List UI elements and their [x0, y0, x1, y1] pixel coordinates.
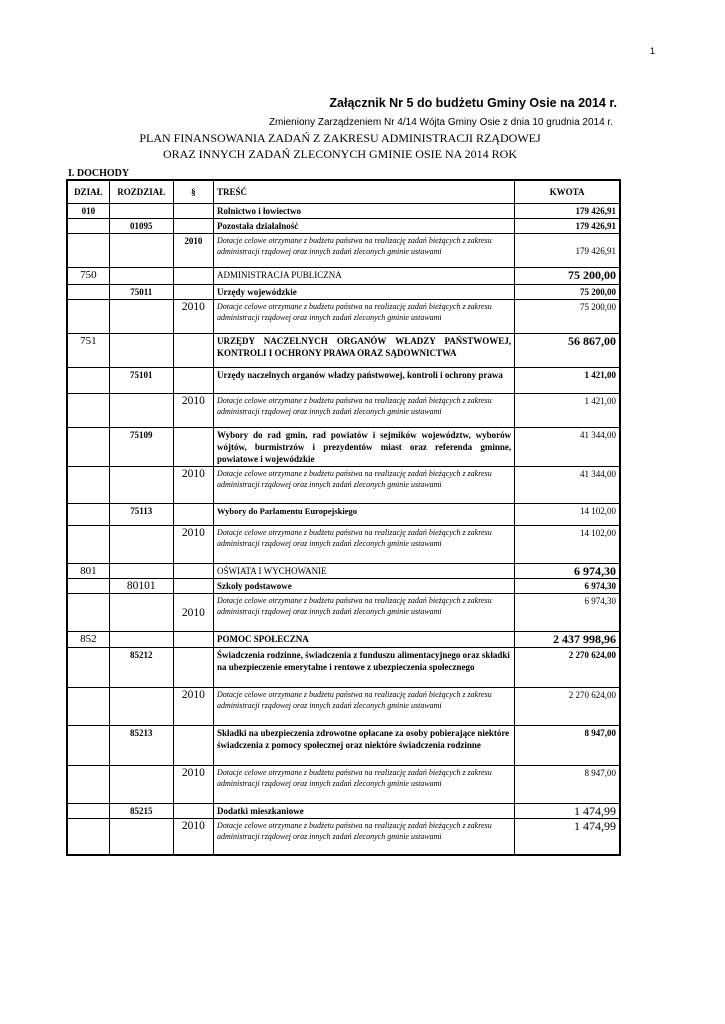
cell-dzial: [67, 766, 109, 804]
cell-dzial: [67, 526, 109, 564]
cell-paragraf: 2010: [173, 526, 213, 564]
cell-tresc: OŚWIATA I WYCHOWANIE: [214, 564, 515, 579]
cell-rozdzial: 80101: [109, 579, 173, 594]
cell-rozdzial: [109, 467, 173, 504]
cell-rozdzial: [109, 234, 173, 268]
cell-kwota: 14 102,00: [515, 504, 620, 526]
budget-table: [66, 179, 621, 856]
cell-rozdzial: [109, 268, 173, 285]
cell-paragraf: [173, 268, 213, 285]
table-row: [67, 564, 620, 579]
cell-dzial: [67, 819, 109, 855]
cell-dzial: [67, 428, 109, 467]
table-row: [67, 688, 620, 726]
document-title: Załącznik Nr 5 do budżetu Gminy Osie na 2014 r.: [329, 96, 617, 110]
table-row: [67, 467, 620, 504]
cell-kwota: 6 974,30: [515, 564, 620, 579]
cell-dzial: [67, 579, 109, 594]
cell-rozdzial: 75109: [109, 428, 173, 467]
table-row: [67, 219, 620, 234]
cell-paragraf: 2010: [173, 766, 213, 804]
header-dzial: DZIAŁ: [67, 180, 109, 204]
cell-paragraf: [173, 428, 213, 467]
cell-tresc: Dotacje celowe otrzymane z budżetu państwa na realizację zadań bieżących z zakresu administracji rządowej oraz innych zadań zleconych gminie ustawami: [214, 234, 515, 268]
cell-paragraf: 2010: [173, 594, 213, 632]
cell-rozdzial: 75011: [109, 285, 173, 300]
plan-title-line-1: PLAN FINANSOWANIA ZADAŃ Z ZAKRESU ADMINISTRACJI RZĄDOWEJ: [139, 131, 541, 145]
header-rozdzial: ROZDZIAŁ: [109, 180, 173, 204]
cell-paragraf: [173, 579, 213, 594]
cell-rozdzial: [109, 688, 173, 726]
cell-paragraf: 2010: [173, 688, 213, 726]
cell-kwota: 1 421,00: [515, 394, 620, 428]
cell-kwota: 2 270 624,00: [515, 648, 620, 688]
cell-paragraf: 2010: [173, 467, 213, 504]
cell-tresc: Wybory do rad gmin, rad powiatów i sejmików województw, wyborów wójtów, burmistrzów i prezydentów miast oraz referenda gminne, powiatowe i wojewódzkie: [214, 428, 515, 467]
cell-kwota: 8 947,00: [515, 726, 620, 766]
document-subtitle: Zmieniony Zarządzeniem Nr 4/14 Wójta Gminy Osie z dnia 10 grudnia 2014 r.: [268, 117, 613, 128]
cell-tresc: Dotacje celowe otrzymane z budżetu państwa na realizację zadań bieżących z zakresu administracji rządowej oraz innych zadań zleconych gminie ustawami: [214, 394, 515, 428]
cell-kwota: 75 200,00: [515, 285, 620, 300]
cell-paragraf: 2010: [173, 394, 213, 428]
cell-kwota: 75 200,00: [515, 268, 620, 285]
table-row: [67, 594, 620, 632]
table-row: [67, 804, 620, 819]
table-row: [67, 204, 620, 219]
cell-tresc: Dotacje celowe otrzymane z budżetu państwa na realizację zadań bieżących z zakresu administracji rządowej oraz innych zadań zleconych gminie ustawami: [214, 819, 515, 855]
cell-paragraf: [173, 204, 213, 219]
table-row: [67, 504, 620, 526]
cell-tresc: URZĘDY NACZELNYCH ORGANÓW WŁADZY PAŃSTWOWEJ, KONTROLI I OCHRONY PRAWA ORAZ SĄDOWNICTWA: [214, 334, 515, 368]
table-row: [67, 632, 620, 648]
cell-paragraf: [173, 219, 213, 234]
cell-tresc: Rolnictwo i łowiectwo: [214, 204, 515, 219]
cell-kwota: 179 426,91: [515, 219, 620, 234]
cell-tresc: ADMINISTRACJA PUBLICZNA: [214, 268, 515, 285]
cell-rozdzial: [109, 204, 173, 219]
cell-tresc: Szkoły podstawowe: [214, 579, 515, 594]
header-kwota: KWOTA: [515, 180, 620, 204]
cell-tresc: Dotacje celowe otrzymane z budżetu państwa na realizację zadań bieżących z zakresu administracji rządowej oraz innych zadań zleconych gminie ustawami: [214, 300, 515, 334]
cell-dzial: [67, 648, 109, 688]
table-row: [67, 300, 620, 334]
table-row: [67, 648, 620, 688]
cell-rozdzial: 85212: [109, 648, 173, 688]
cell-dzial: 852: [67, 632, 109, 648]
table-row: [67, 819, 620, 855]
cell-tresc: Wybory do Parlamentu Europejskiego: [214, 504, 515, 526]
cell-tresc: Składki na ubezpieczenia zdrowotne opłacane za osoby pobierające niektóre świadczenia z pomocy społecznej oraz niektóre świadczenia rodzinne: [214, 726, 515, 766]
table-row: [67, 766, 620, 804]
cell-dzial: [67, 504, 109, 526]
table-row: [67, 234, 620, 268]
cell-dzial: 801: [67, 564, 109, 579]
cell-paragraf: 2010: [173, 300, 213, 334]
cell-paragraf: [173, 285, 213, 300]
cell-paragraf: [173, 804, 213, 819]
cell-paragraf: 2010: [173, 234, 213, 268]
cell-rozdzial: 01095: [109, 219, 173, 234]
cell-paragraf: [173, 726, 213, 766]
cell-paragraf: [173, 648, 213, 688]
cell-tresc: Dotacje celowe otrzymane z budżetu państwa na realizację zadań bieżących z zakresu administracji rządowej oraz innych zadań zleconych gminie ustawami: [214, 594, 515, 632]
table-header-row: [67, 180, 620, 204]
section-label: I. DOCHODY: [68, 168, 130, 179]
cell-tresc: POMOC SPOŁECZNA: [214, 632, 515, 648]
cell-paragraf: [173, 564, 213, 579]
header-tresc: TREŚĆ: [214, 180, 515, 204]
cell-dzial: [67, 285, 109, 300]
table-row: [67, 428, 620, 467]
cell-rozdzial: [109, 300, 173, 334]
cell-paragraf: [173, 632, 213, 648]
cell-rozdzial: [109, 334, 173, 368]
cell-dzial: 751: [67, 334, 109, 368]
cell-kwota: 1 421,00: [515, 368, 620, 394]
cell-tresc: Dotacje celowe otrzymane z budżetu państwa na realizację zadań bieżących z zakresu administracji rządowej oraz innych zadań zleconych gminie ustawami: [214, 766, 515, 804]
cell-paragraf: [173, 504, 213, 526]
cell-rozdzial: [109, 766, 173, 804]
cell-rozdzial: 75101: [109, 368, 173, 394]
table-row: [67, 268, 620, 285]
cell-rozdzial: [109, 594, 173, 632]
cell-kwota: 179 426,91: [515, 234, 620, 268]
cell-dzial: [67, 467, 109, 504]
table-row: [67, 394, 620, 428]
cell-dzial: [67, 594, 109, 632]
cell-rozdzial: [109, 394, 173, 428]
cell-tresc: Pozostała działalność: [214, 219, 515, 234]
cell-rozdzial: [109, 819, 173, 855]
cell-dzial: [67, 394, 109, 428]
cell-rozdzial: 85215: [109, 804, 173, 819]
table-row: [67, 334, 620, 368]
cell-kwota: 75 200,00: [515, 300, 620, 334]
cell-kwota: 1 474,99: [515, 819, 620, 855]
table-row: [67, 526, 620, 564]
cell-kwota: 1 474,99: [515, 804, 620, 819]
cell-kwota: 6 974,30: [515, 594, 620, 632]
header-paragraf: §: [173, 180, 213, 204]
cell-rozdzial: 85213: [109, 726, 173, 766]
cell-kwota: 8 947,00: [515, 766, 620, 804]
cell-tresc: Świadczenia rodzinne, świadczenia z funduszu alimentacyjnego oraz składki na ubezpieczenie emerytalne i rentowe z ubezpieczenia społecznego: [214, 648, 515, 688]
table-row: [67, 726, 620, 766]
cell-rozdzial: [109, 526, 173, 564]
cell-tresc: Dotacje celowe otrzymane z budżetu państwa na realizację zadań bieżących z zakresu administracji rządowej oraz innych zadań zleconych gminie ustawami: [214, 526, 515, 564]
cell-kwota: 2 437 998,96: [515, 632, 620, 648]
cell-dzial: [67, 688, 109, 726]
cell-dzial: 750: [67, 268, 109, 285]
cell-dzial: [67, 300, 109, 334]
cell-rozdzial: [109, 632, 173, 648]
cell-rozdzial: [109, 564, 173, 579]
cell-dzial: [67, 804, 109, 819]
cell-dzial: [67, 234, 109, 268]
cell-kwota: 56 867,00: [515, 334, 620, 368]
cell-tresc: Urzędy naczelnych organów władzy państwowej, kontroli i ochrony prawa: [214, 368, 515, 394]
page-number: 1: [650, 46, 656, 56]
cell-dzial: [67, 368, 109, 394]
cell-kwota: 41 344,00: [515, 467, 620, 504]
cell-dzial: [67, 726, 109, 766]
cell-kwota: 2 270 624,00: [515, 688, 620, 726]
cell-kwota: 14 102,00: [515, 526, 620, 564]
cell-dzial: [67, 219, 109, 234]
cell-kwota: 41 344,00: [515, 428, 620, 467]
cell-paragraf: [173, 334, 213, 368]
table-row: [67, 368, 620, 394]
cell-rozdzial: 75113: [109, 504, 173, 526]
cell-paragraf: [173, 368, 213, 394]
cell-dzial: 010: [67, 204, 109, 219]
cell-kwota: 179 426,91: [515, 204, 620, 219]
table-row: [67, 285, 620, 300]
table-row: [67, 579, 620, 594]
plan-title-line-2: ORAZ INNYCH ZADAŃ ZLECONYCH GMINIE OSIE NA 2014 ROK: [163, 147, 517, 161]
cell-kwota: 6 974,30: [515, 579, 620, 594]
cell-tresc: Dotacje celowe otrzymane z budżetu państwa na realizację zadań bieżących z zakresu administracji rządowej oraz innych zadań zleconych gminie ustawami: [214, 467, 515, 504]
cell-tresc: Dotacje celowe otrzymane z budżetu państwa na realizację zadań bieżących z zakresu administracji rządowej oraz innych zadań zleconych gminie ustawami: [214, 688, 515, 726]
cell-tresc: Urzędy wojewódzkie: [214, 285, 515, 300]
cell-paragraf: 2010: [173, 819, 213, 855]
cell-tresc: Dodatki mieszkaniowe: [214, 804, 515, 819]
